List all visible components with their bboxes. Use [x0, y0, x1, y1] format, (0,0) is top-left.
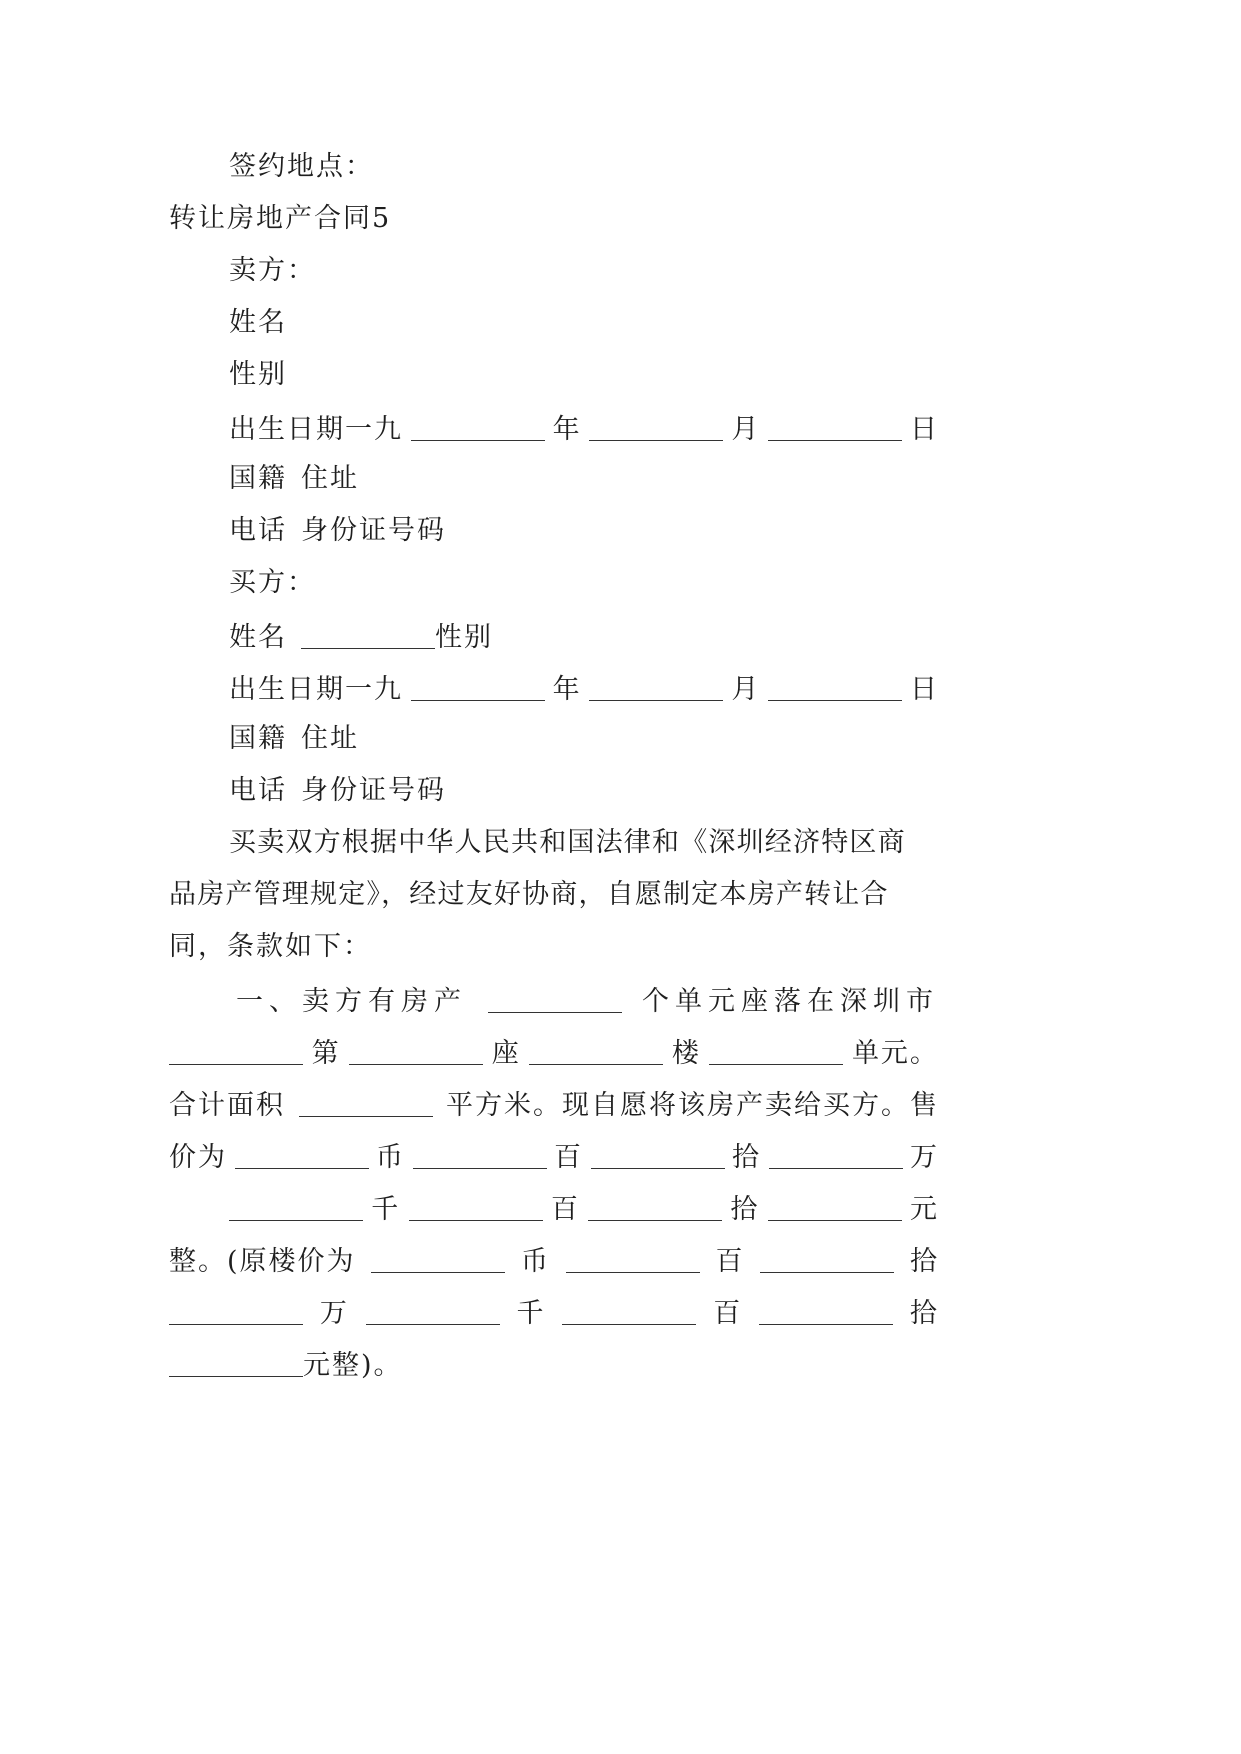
intro-line-2 — [169, 875, 939, 915]
buyer-heading — [229, 563, 939, 603]
buyer-name-line — [229, 615, 939, 655]
buyer-dob-year-label: 年 — [552, 674, 582, 705]
seller-dob-month-label: 月 — [731, 414, 761, 445]
clause1-wan-blank[interactable] — [769, 1138, 903, 1169]
clause1-l8-text-a: 元整)。 — [303, 1350, 403, 1381]
clause1-hundred-blank[interactable] — [413, 1138, 547, 1169]
seller-dob-year-blank[interactable] — [411, 410, 545, 441]
clause1-di-blank[interactable] — [349, 1034, 483, 1065]
clause1-l4-text-e: 万 — [910, 1142, 939, 1173]
buyer-dob-day-label: 日 — [909, 674, 939, 705]
buyer-dob-month-label: 月 — [731, 674, 761, 705]
clause1-l3-text-a: 合计面积 — [169, 1090, 285, 1121]
clause1-l2-text-b: 座 — [491, 1038, 521, 1069]
buyer-nationality-line — [229, 719, 939, 759]
seller-phone-line — [229, 511, 939, 551]
intro-text-3: 同，条款如下： — [169, 931, 372, 962]
clause1-l1-text-b: 个单元座落在深圳市 — [642, 986, 939, 1017]
seller-dob-prefix: 出生日期一九 — [229, 414, 403, 445]
buyer-phone-label: 电话 — [229, 775, 287, 806]
clause1-line-4 — [169, 1135, 939, 1175]
intro-line-1 — [229, 823, 939, 863]
seller-name-label: 姓名 — [229, 307, 287, 338]
seller-gender-line — [229, 355, 939, 395]
clause1-l5-text-c: 拾 — [730, 1194, 760, 1225]
clause1-l6-text-c: 百 — [715, 1246, 745, 1277]
buyer-gender-label: 性别 — [435, 622, 493, 653]
clause1-orig-thousand-blank[interactable] — [366, 1294, 500, 1325]
buyer-id-label: 身份证号码 — [301, 775, 446, 806]
clause1-line-3 — [169, 1083, 939, 1123]
clause1-l4-text-c: 百 — [554, 1142, 583, 1173]
clause1-line-5 — [229, 1187, 939, 1227]
clause1-ten-blank[interactable] — [591, 1138, 725, 1169]
buyer-dob-line — [229, 667, 939, 707]
clause1-l6-text-d: 拾 — [909, 1246, 939, 1277]
clause1-l7-text-a: 万 — [319, 1298, 349, 1329]
clause1-l2-text-c: 楼 — [671, 1038, 701, 1069]
clause1-l5-text-d: 元 — [909, 1194, 939, 1225]
clause1-l4-text-d: 拾 — [732, 1142, 761, 1173]
clause1-area-blank[interactable] — [299, 1086, 433, 1117]
buyer-name-blank[interactable] — [301, 618, 435, 649]
clause1-zuo-blank[interactable] — [529, 1034, 663, 1065]
buyer-dob-prefix: 出生日期一九 — [229, 674, 403, 705]
clause1-line-8 — [169, 1343, 939, 1383]
seller-phone-label: 电话 — [229, 515, 287, 546]
clause1-orig-wan-blank[interactable] — [169, 1294, 303, 1325]
buyer-name-label: 姓名 — [229, 622, 287, 653]
clause1-l3-text-b: 平方米。现自愿将该房产卖给买方。售 — [446, 1090, 939, 1121]
intro-line-3 — [169, 927, 939, 967]
clause1-orig-yuan-blank[interactable] — [169, 1346, 303, 1377]
clause1-line-2 — [169, 1031, 939, 1071]
clause1-l7-text-d: 拾 — [909, 1298, 939, 1329]
clause1-l6-text-a: 整。(原楼价为 — [169, 1246, 356, 1277]
seller-dob-year-label: 年 — [552, 414, 582, 445]
seller-nationality-label: 国籍 — [229, 463, 287, 494]
clause1-orig-hundred2-blank[interactable] — [562, 1294, 696, 1325]
clause1-orig-ten2-blank[interactable] — [759, 1294, 893, 1325]
clause1-units-blank[interactable] — [488, 982, 622, 1013]
intro-text-1: 买卖双方根据中华人民共和国法律和《深圳经济特区商 — [229, 827, 906, 858]
clause1-yuan-blank[interactable] — [768, 1190, 902, 1221]
clause1-l4-text-a: 价为 — [169, 1142, 227, 1173]
clause1-ten2-blank[interactable] — [588, 1190, 722, 1221]
seller-dob-day-blank[interactable] — [768, 410, 902, 441]
clause1-orig-ten-blank[interactable] — [760, 1242, 894, 1273]
clause1-hundred2-blank[interactable] — [409, 1190, 543, 1221]
clause1-currency-blank[interactable] — [235, 1138, 369, 1169]
clause1-l1-text-a: 一、卖方有房产 — [236, 986, 467, 1017]
clause1-l5-text-b: 百 — [550, 1194, 580, 1225]
buyer-dob-day-blank[interactable] — [768, 670, 902, 701]
clause1-lou-blank[interactable] — [709, 1034, 843, 1065]
clause1-l2-text-a: 第 — [311, 1038, 341, 1069]
sign-place-label: 签约地点： — [229, 151, 374, 182]
clause1-line-1 — [236, 979, 939, 1019]
contract-title-text: 转让房地产合同5 — [169, 203, 392, 234]
seller-address-label: 住址 — [301, 463, 359, 494]
seller-nationality-line — [229, 459, 939, 499]
seller-dob-month-blank[interactable] — [589, 410, 723, 441]
clause1-l7-text-b: 千 — [516, 1298, 546, 1329]
seller-gender-label: 性别 — [229, 359, 287, 390]
sign-place-line — [229, 147, 939, 187]
clause1-orig-hundred-blank[interactable] — [566, 1242, 700, 1273]
seller-heading — [229, 251, 939, 291]
contract-title — [169, 199, 939, 239]
clause1-district-blank[interactable] — [169, 1034, 303, 1065]
clause1-orig-currency-blank[interactable] — [371, 1242, 505, 1273]
buyer-nationality-label: 国籍 — [229, 723, 287, 754]
buyer-dob-year-blank[interactable] — [411, 670, 545, 701]
clause1-l7-text-c: 百 — [713, 1298, 743, 1329]
buyer-dob-month-blank[interactable] — [589, 670, 723, 701]
seller-dob-line — [229, 407, 939, 447]
clause1-l2-text-d: 单元。 — [851, 1038, 939, 1069]
clause1-line-7 — [169, 1291, 939, 1331]
seller-name-line — [229, 303, 939, 343]
seller-dob-day-label: 日 — [909, 414, 939, 445]
buyer-address-label: 住址 — [301, 723, 359, 754]
clause1-line-6 — [169, 1239, 939, 1279]
intro-text-2: 品房产管理规定》，经过友好协商，自愿制定本房产转让合 — [169, 879, 889, 910]
clause1-thousand-blank[interactable] — [229, 1190, 363, 1221]
clause1-l6-text-b: 币 — [521, 1246, 551, 1277]
clause1-l4-text-b: 币 — [376, 1142, 405, 1173]
seller-id-label: 身份证号码 — [301, 515, 446, 546]
seller-heading-text: 卖方： — [229, 255, 316, 286]
buyer-heading-text: 买方： — [229, 567, 316, 598]
clause1-l5-text-a: 千 — [371, 1194, 401, 1225]
buyer-phone-line — [229, 771, 939, 811]
